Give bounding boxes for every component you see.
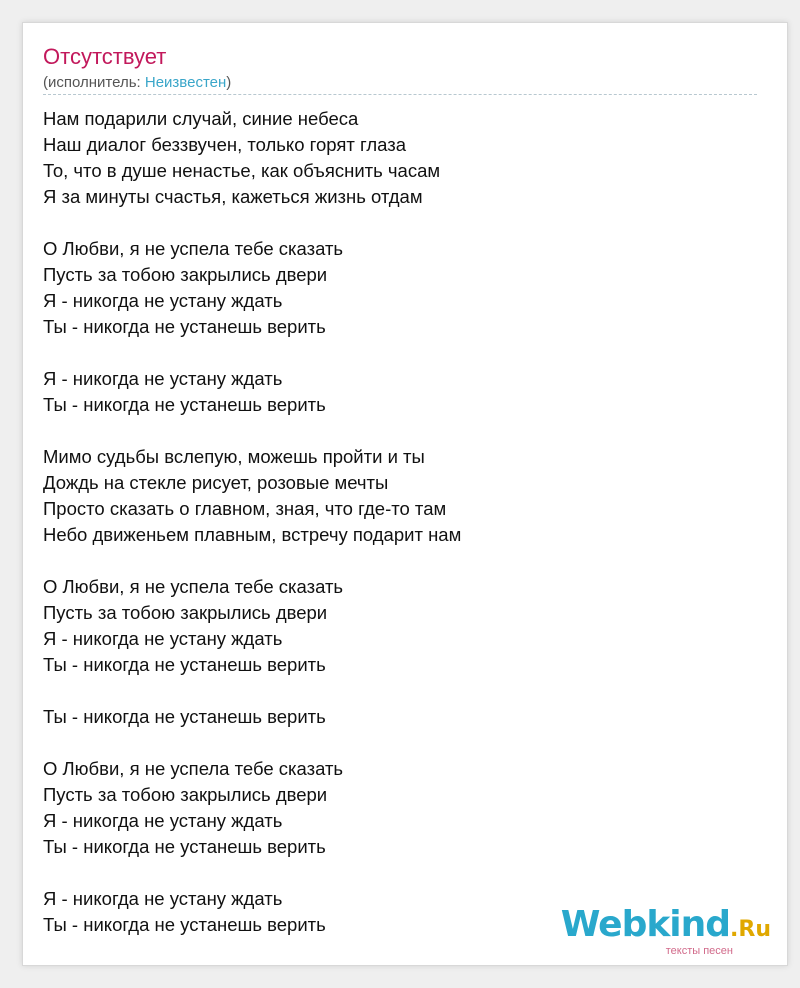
- lyric-line: Я - никогда не устану ждать: [43, 628, 283, 649]
- logo-tld: .Ru: [730, 917, 771, 942]
- lyric-line: Я - никогда не устану ждать: [43, 290, 283, 311]
- stanza-break: [43, 548, 461, 574]
- lyric-line: Пусть за тобою закрылись двери: [43, 602, 328, 623]
- lyric-line: Мимо судьбы вслепую, можешь пройти и ты: [43, 446, 425, 467]
- lyric-line: Нам подарили случай, синие небеса: [43, 108, 359, 129]
- lyric-line: Пусть за тобою закрылись двери: [43, 784, 328, 805]
- artist-label-close: ): [226, 74, 232, 91]
- stanza-break: [43, 860, 461, 886]
- lyric-line: Ты - никогда не устанешь верить: [43, 836, 326, 857]
- lyric-line: Я за минуты счастья, кажеться жизнь отдам: [43, 186, 423, 207]
- stanza-break: [43, 210, 461, 236]
- lyric-line: Наш диалог беззвучен, только горят глаза: [43, 134, 406, 155]
- stanza-break: [43, 418, 461, 444]
- lyric-line: Просто сказать о главном, зная, что где-то там: [43, 498, 447, 519]
- lyric-line: Я - никогда не устану ждать: [43, 888, 283, 909]
- lyric-line: Ты - никогда не устанешь верить: [43, 654, 326, 675]
- lyric-line: Я - никогда не устану ждать: [43, 810, 283, 831]
- lyric-line: Пусть за тобою закрылись двери: [43, 264, 328, 285]
- song-title: Отсутствует: [43, 44, 167, 69]
- artist-line: [43, 74, 231, 92]
- lyric-line: Ты - никогда не устанешь верить: [43, 316, 326, 337]
- lyric-line: О Любви, я не успела тебе сказать: [43, 238, 344, 259]
- logo-tagline: тексты песен: [665, 945, 733, 957]
- lyric-line: То, что в душе ненастье, как объяснить часам: [43, 160, 441, 181]
- artist-label-open: (исполнитель:: [43, 74, 145, 91]
- lyrics-card: [22, 22, 788, 966]
- lyric-line: О Любви, я не успела тебе сказать: [43, 758, 344, 779]
- lyric-line: Ты - никогда не устанешь верить: [43, 394, 326, 415]
- logo-wordmark: [561, 906, 771, 949]
- stanza-break: [43, 340, 461, 366]
- logo-main-text: Webkind: [560, 904, 731, 945]
- lyric-line: Ты - никогда не устанешь верить: [43, 914, 326, 935]
- lyric-line: О Любви, я не успела тебе сказать: [43, 576, 344, 597]
- stanza-break: [43, 730, 461, 756]
- site-logo[interactable]: [561, 906, 771, 957]
- stanza-break: [43, 678, 461, 704]
- lyric-line: Дождь на стекле рисует, розовые мечты: [43, 472, 389, 493]
- lyric-line: Я - никогда не устану ждать: [43, 368, 283, 389]
- lyric-line: Небо движеньем плавным, встречу подарит нам: [43, 524, 462, 545]
- title-divider: [43, 94, 757, 95]
- artist-link[interactable]: Неизвестен: [144, 74, 227, 91]
- lyrics-text: [43, 106, 461, 938]
- lyric-line: Ты - никогда не устанешь верить: [43, 706, 326, 727]
